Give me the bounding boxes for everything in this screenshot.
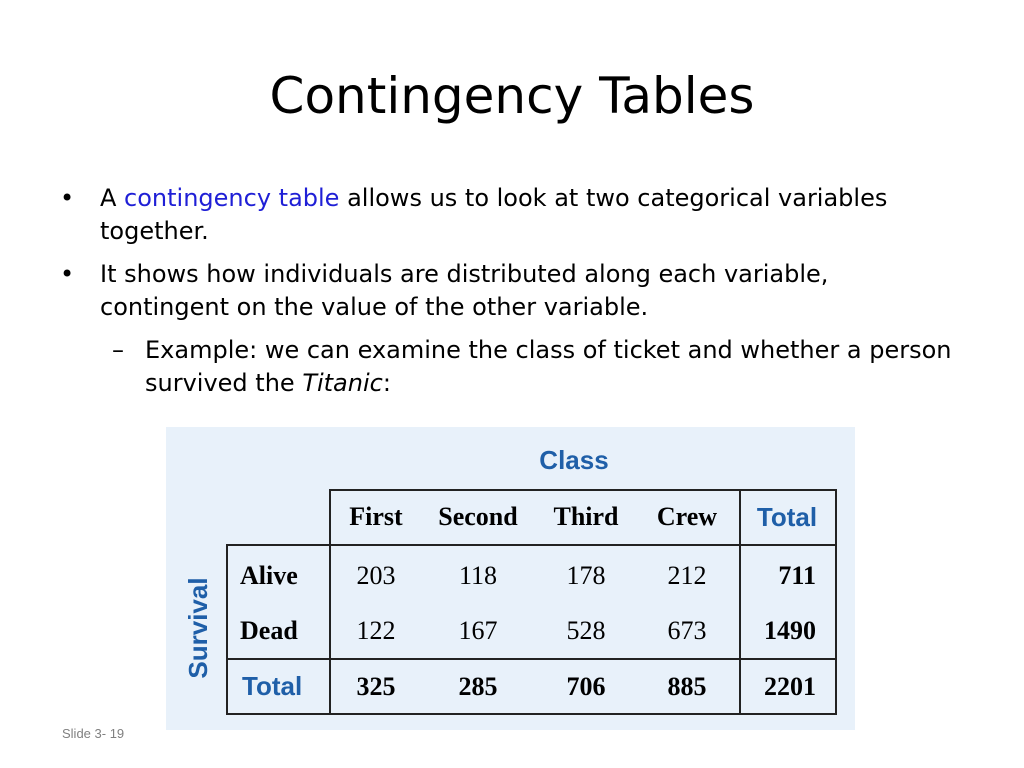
bullet-marker: • xyxy=(60,260,75,288)
column-header-total: Total xyxy=(756,502,818,532)
total-row-label: Total xyxy=(242,671,303,701)
table-border xyxy=(835,489,837,715)
table-cell: 212 xyxy=(667,561,707,590)
table-cell: 203 xyxy=(356,561,396,590)
column-header: First xyxy=(349,502,403,531)
column-header: Third xyxy=(553,502,619,531)
table-border xyxy=(226,658,835,660)
row-group-label: Survival xyxy=(183,577,213,679)
bullet-text: allows us to look at two categorical variables together. xyxy=(100,184,888,245)
table-cell: 167 xyxy=(458,616,498,645)
table-cell: 122 xyxy=(356,616,396,645)
sub-bullet-marker: – xyxy=(112,336,124,364)
row-total: 1490 xyxy=(764,616,816,645)
column-total: 885 xyxy=(667,672,707,701)
slide-number: Slide 3- 19 xyxy=(62,726,125,741)
table-cell: 528 xyxy=(566,616,606,645)
column-total: 285 xyxy=(458,672,498,701)
table-cell: 178 xyxy=(566,561,606,590)
sub-bullet-text: : xyxy=(382,369,391,397)
table-border xyxy=(226,713,837,715)
table-cell: 673 xyxy=(667,616,707,645)
column-header: Second xyxy=(438,502,518,531)
italic-term: Titanic xyxy=(302,369,383,397)
bullet-item xyxy=(60,258,960,324)
table-border xyxy=(739,489,741,715)
sub-bullet-item xyxy=(60,334,960,400)
table-border xyxy=(226,544,228,715)
highlight-term: contingency table xyxy=(124,184,340,212)
bullet-marker: • xyxy=(60,184,75,212)
bullet-text: A xyxy=(100,184,125,212)
contingency-table xyxy=(166,427,855,730)
table-border xyxy=(226,544,837,546)
column-total: 706 xyxy=(566,672,606,701)
bullet-text: It shows how individuals are distributed along each variable, contingent on the value of the other variable. xyxy=(100,260,829,321)
bullet-item xyxy=(60,182,960,248)
table-border xyxy=(329,489,331,715)
row-label: Alive xyxy=(240,561,298,590)
slide-title: Contingency Tables xyxy=(269,67,755,125)
table-border xyxy=(329,489,837,491)
row-total: 711 xyxy=(778,561,816,590)
row-label: Dead xyxy=(240,616,298,645)
grand-total: 2201 xyxy=(764,672,816,701)
sub-bullet-text: Example: we can examine the class of ticket and whether a person survived the xyxy=(145,336,952,397)
column-header: Crew xyxy=(656,502,718,531)
bullet-list xyxy=(60,182,960,400)
column-group-label: Class xyxy=(539,445,609,475)
column-total: 325 xyxy=(356,672,396,701)
table-cell: 118 xyxy=(458,561,498,590)
